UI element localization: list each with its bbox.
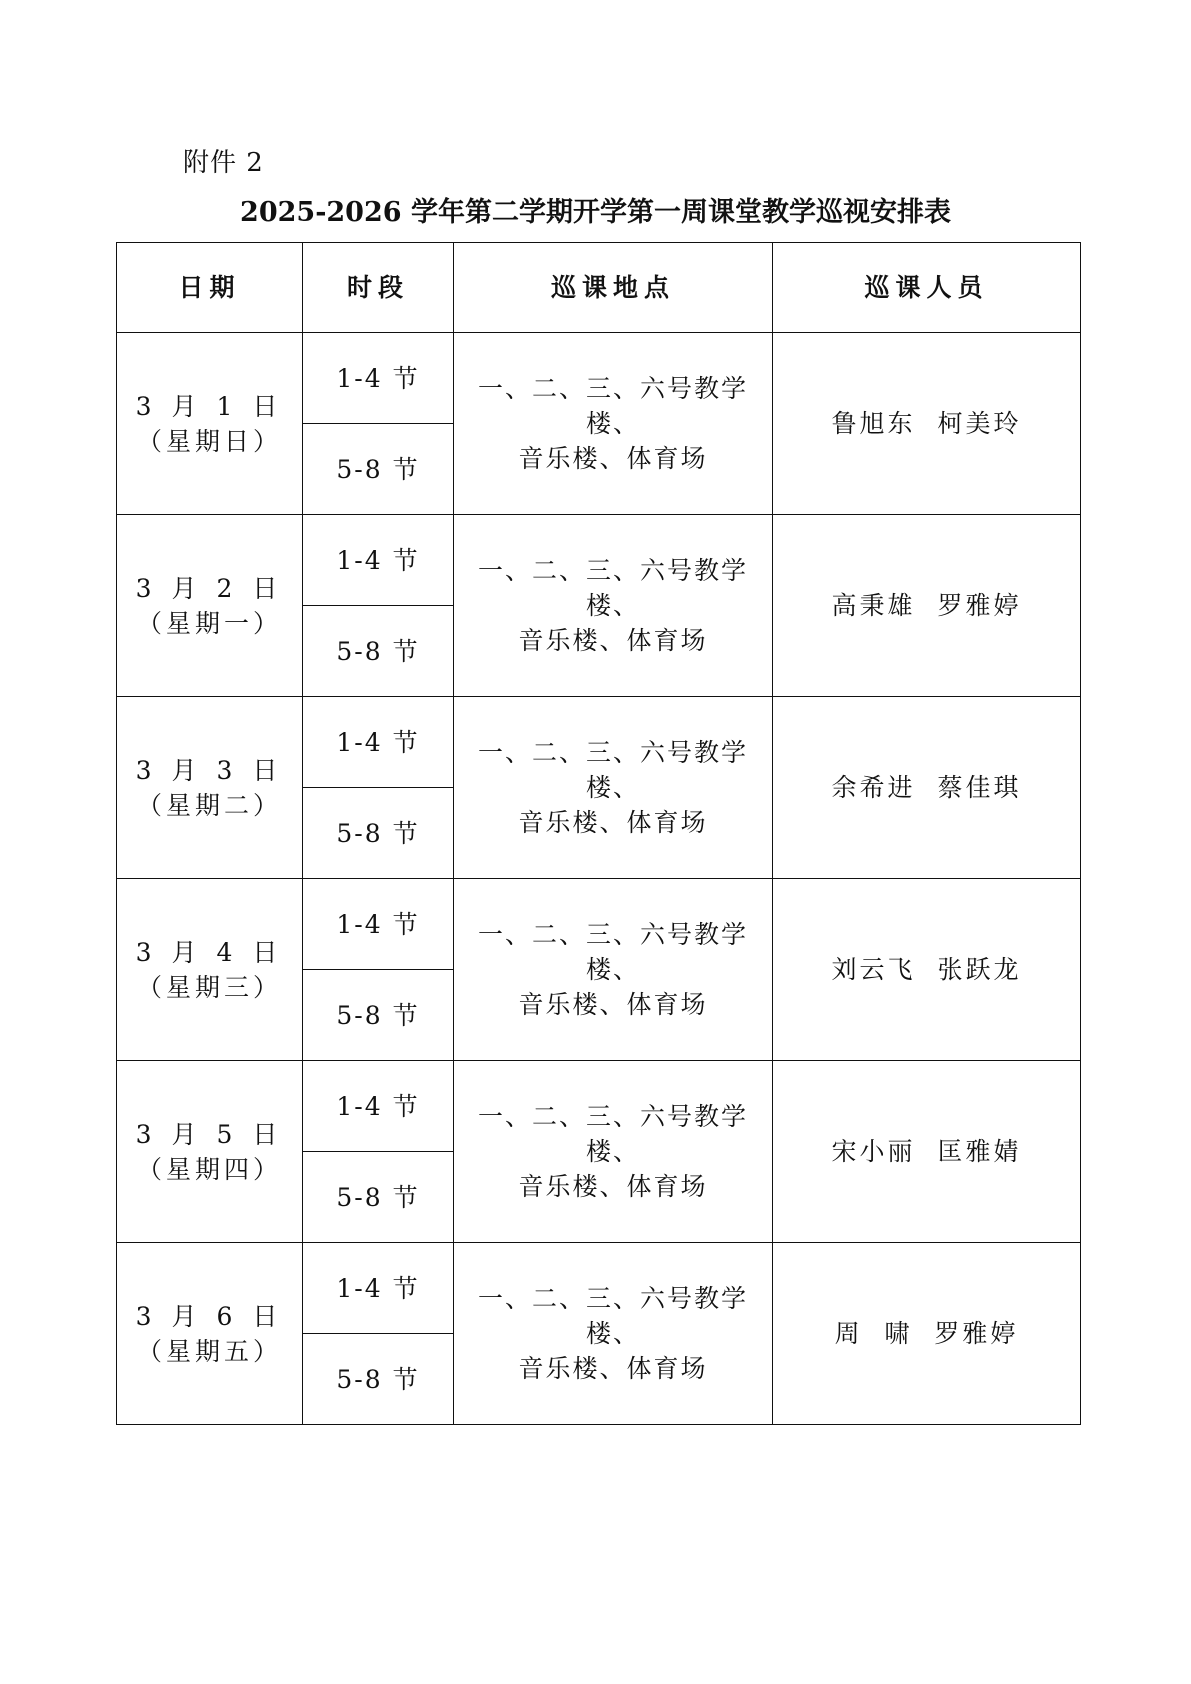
- period-cell: 5-8 节: [303, 788, 454, 879]
- location-cell: [454, 333, 773, 515]
- weekday-text: （星期一）: [136, 608, 282, 638]
- location-text-line1: 一、二、三、六号教学楼、: [477, 374, 748, 438]
- header-row: [117, 243, 1081, 333]
- date-text: 3 月 2 日: [135, 573, 284, 603]
- location-text-line2: 音乐楼、体育场: [518, 1354, 708, 1383]
- schedule-table: [116, 242, 1081, 1425]
- table-row: [117, 515, 1081, 606]
- date-text: 3 月 3 日: [135, 755, 284, 785]
- table-row: [117, 1243, 1081, 1334]
- location-cell: [454, 879, 773, 1061]
- location-text-line1: 一、二、三、六号教学楼、: [477, 920, 748, 984]
- location-cell: [454, 515, 773, 697]
- header-date: 日期: [117, 243, 303, 333]
- table-row: [117, 1061, 1081, 1152]
- period-cell: 1-4 节: [303, 1061, 454, 1152]
- staff-cell: 宋小丽 匡雅婧: [773, 1061, 1081, 1243]
- period-cell: 5-8 节: [303, 424, 454, 515]
- document-title: 2025-2026 学年第二学期开学第一周课堂教学巡视安排表: [240, 197, 951, 228]
- period-cell: 1-4 节: [303, 697, 454, 788]
- attachment-label: 附件 2: [183, 148, 264, 178]
- weekday-text: （星期日）: [136, 426, 282, 456]
- schedule-body: [117, 333, 1081, 1425]
- period-cell: 1-4 节: [303, 1243, 454, 1334]
- weekday-text: （星期二）: [136, 790, 282, 820]
- location-text-line2: 音乐楼、体育场: [518, 990, 708, 1019]
- date-cell: [117, 1061, 303, 1243]
- location-text-line1: 一、二、三、六号教学楼、: [477, 1102, 748, 1166]
- header-period: 时段: [303, 243, 454, 333]
- date-cell: [117, 697, 303, 879]
- period-cell: 1-4 节: [303, 333, 454, 424]
- location-text-line2: 音乐楼、体育场: [518, 626, 708, 655]
- header-staff: 巡课人员: [773, 243, 1081, 333]
- weekday-text: （星期四）: [136, 1154, 282, 1184]
- period-cell: 5-8 节: [303, 1152, 454, 1243]
- location-cell: [454, 1243, 773, 1425]
- date-cell: [117, 1243, 303, 1425]
- table-row: [117, 697, 1081, 788]
- staff-cell: 周 啸 罗雅婷: [773, 1243, 1081, 1425]
- staff-cell: 余希进 蔡佳琪: [773, 697, 1081, 879]
- staff-cell: 鲁旭东 柯美玲: [773, 333, 1081, 515]
- date-cell: [117, 333, 303, 515]
- weekday-text: （星期五）: [136, 1336, 282, 1366]
- period-cell: 5-8 节: [303, 606, 454, 697]
- staff-cell: 高秉雄 罗雅婷: [773, 515, 1081, 697]
- staff-cell: 刘云飞 张跃龙: [773, 879, 1081, 1061]
- location-cell: [454, 1061, 773, 1243]
- period-cell: 1-4 节: [303, 879, 454, 970]
- date-cell: [117, 879, 303, 1061]
- date-text: 3 月 4 日: [135, 937, 284, 967]
- table-row: [117, 879, 1081, 970]
- location-text-line2: 音乐楼、体育场: [518, 444, 708, 473]
- date-text: 3 月 5 日: [135, 1119, 284, 1149]
- location-text-line1: 一、二、三、六号教学楼、: [477, 738, 748, 802]
- date-text: 3 月 1 日: [135, 391, 284, 421]
- date-cell: [117, 515, 303, 697]
- location-cell: [454, 697, 773, 879]
- period-cell: 5-8 节: [303, 970, 454, 1061]
- weekday-text: （星期三）: [136, 972, 282, 1002]
- table-row: [117, 333, 1081, 424]
- date-text: 3 月 6 日: [135, 1301, 284, 1331]
- location-text-line1: 一、二、三、六号教学楼、: [477, 1284, 748, 1348]
- location-text-line1: 一、二、三、六号教学楼、: [477, 556, 748, 620]
- header-location: 巡课地点: [454, 243, 773, 333]
- period-cell: 5-8 节: [303, 1334, 454, 1425]
- period-cell: 1-4 节: [303, 515, 454, 606]
- location-text-line2: 音乐楼、体育场: [518, 1172, 708, 1201]
- location-text-line2: 音乐楼、体育场: [518, 808, 708, 837]
